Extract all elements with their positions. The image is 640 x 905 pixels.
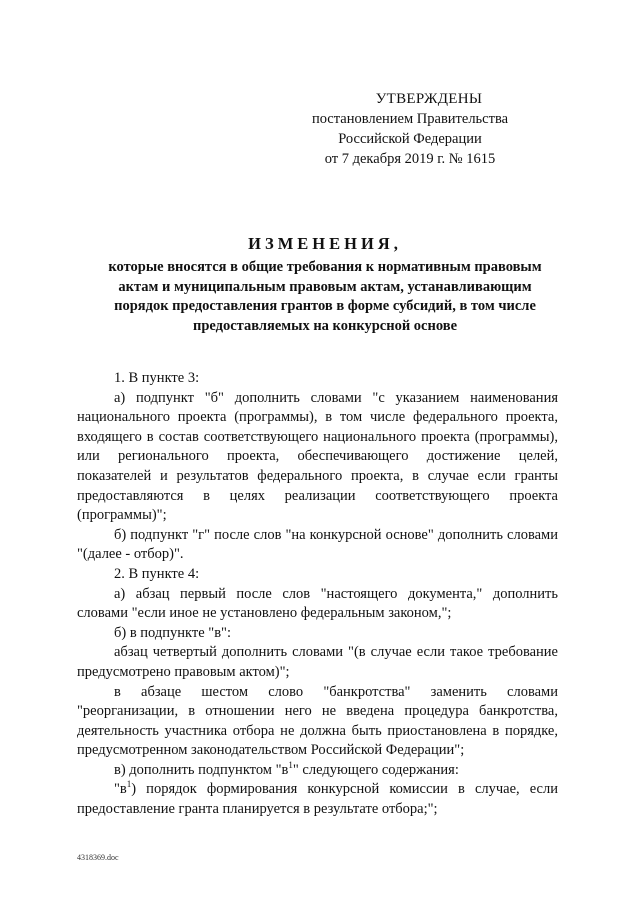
paragraph-9-superscript: 1 <box>288 760 293 771</box>
document-body <box>77 369 558 820</box>
paragraph-9 <box>77 761 558 781</box>
paragraph-9-text-b: " следующего содержания: <box>292 761 459 778</box>
paragraph-10-superscript: 1 <box>126 779 132 790</box>
paragraph-3: б) подпункт "г" после слов "на конкурсной основе" дополнить словами "(далее - отбор)". <box>77 526 558 563</box>
paragraph-10 <box>77 780 558 819</box>
paragraph-6: б) в подпункте "в": <box>114 624 232 641</box>
paragraph-5: а) абзац первый после слов "настоящего документа," дополнить словами "если иное не установлено федеральным законом,"; <box>77 585 558 622</box>
paragraph-10-text-b: ) порядок формирования конкурсной комиссии в случае, если предоставление гранта планируется в результате отбора;"; <box>77 781 558 818</box>
document-title: ИЗМЕНЕНИЯ, <box>248 234 402 253</box>
paragraph-1: 1. В пункте 3: <box>114 370 200 386</box>
paragraph-8: в абзаце шестом слово "банкротства" заменить словами "реорганизации, в отношении него не введена процедура банкротства, деятельность участника отбора не должна быть приостановлена в порядке, предусмотренном законодательством Российской Федерации"; <box>77 683 558 759</box>
paragraph-7: абзац четвертый дополнить словами "(в случае если такое требование предусмотрено правовым актом)"; <box>77 644 558 680</box>
approval-stamp <box>300 89 520 169</box>
approved-line-3: от 7 декабря 2019 г. № 1615 <box>324 151 496 167</box>
paragraph-4: 2. В пункте 4: <box>114 565 200 582</box>
paragraph-2: а) подпункт "б" дополнить словами "с указанием наименования национального проекта (программы), в том числе федерального проекта, входящего в состав соответствующего национального проекта (программы), или регионального проекта, обеспечивающего достижение целей, показателей и результатов федерального проекта, в случае если гранты предоставляются в целях реализации соответствующего проекта (программы)"; <box>77 389 558 524</box>
paragraph-10-text-a: "в <box>114 781 127 798</box>
document-subtitle: которые вносятся в общие требования к нормативным правовым актам и муниципальным правовым актам, устанавливающим порядок предоставления грантов в форме субсидий, в том числе предоставляемых на конкурсной основе <box>108 259 542 334</box>
approved-title: УТВЕРЖДЕНЫ <box>375 91 483 107</box>
file-name-footer: 4318369.doc <box>77 853 119 862</box>
approved-line-2: Российской Федерации <box>338 131 482 147</box>
document-heading <box>60 232 590 336</box>
approved-line-1: постановлением Правительства <box>311 111 509 127</box>
paragraph-9-text-a: в) дополнить подпунктом "в <box>114 761 289 778</box>
